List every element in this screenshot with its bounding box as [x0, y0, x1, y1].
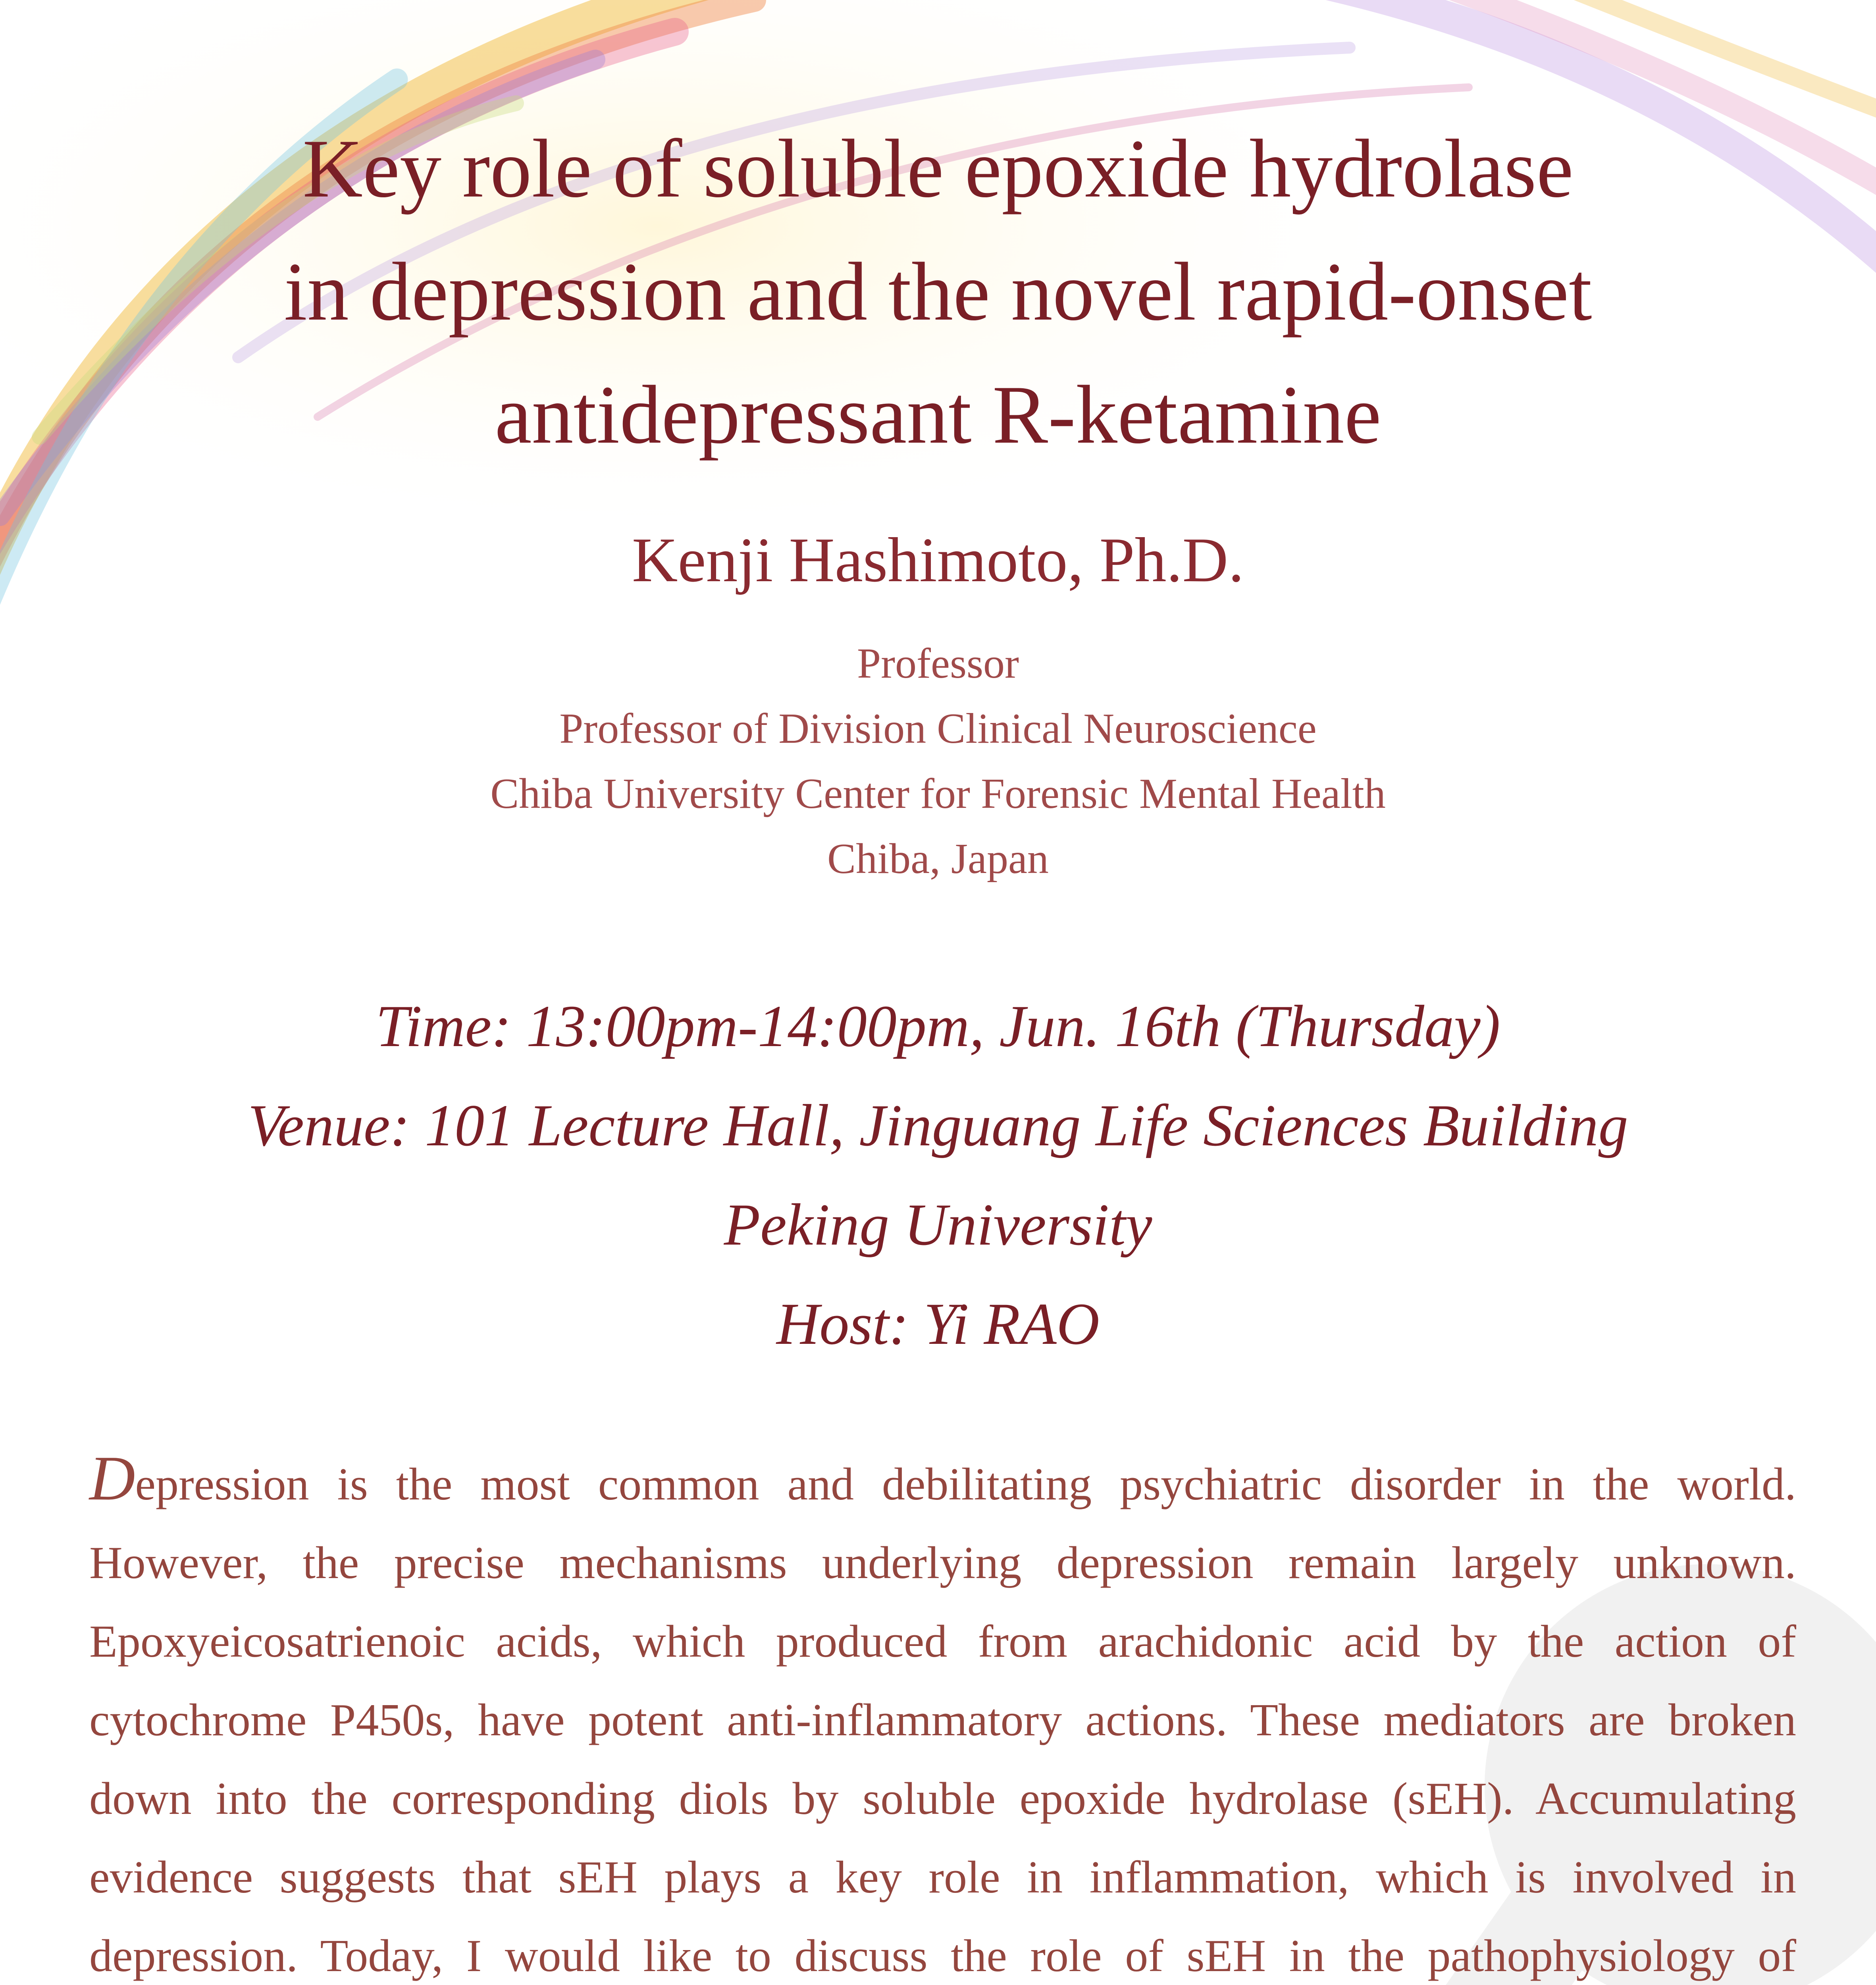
title-line: antidepressant R-ketamine: [495, 369, 1381, 461]
title-line: Key role of soluble epoxide hydrolase: [302, 123, 1574, 215]
abstract: [89, 1445, 1796, 1985]
paragraph-initial: D: [89, 1443, 135, 1513]
poster-title: [0, 107, 1876, 476]
event-info: [0, 977, 1876, 1374]
paragraph-text: epression is the most common and debilitating psychiatric disorder in the world. However, the precise mechanisms underlying depression remain largely unknown. Epoxyeicosatrienoic acids, which produced from arachidonic acid by the action of cytochrome P450s, have potent anti-inflammatory actions. These mediators are broken down into the corresponding diols by soluble epoxide hydrolase (sEH). Accumulating evidence suggests that sEH plays a key role in inflammation, which is involved in depression. Today, I would like to discuss the role of sEH in the pathophysiology of: [89, 1459, 1796, 1981]
event-time: Time: 13:00pm-14:00pm, Jun. 16th (Thursday): [376, 993, 1500, 1059]
affiliation-line: Professor: [857, 640, 1019, 687]
speaker-name: Kenji Hashimoto, Ph.D.: [632, 524, 1244, 595]
abstract-paragraph-1: [89, 1445, 1796, 1985]
affiliation-line: Professor of Division Clinical Neuroscience: [559, 705, 1317, 752]
title-line: in depression and the novel rapid-onset: [284, 246, 1592, 338]
affiliation-line: Chiba, Japan: [827, 835, 1049, 883]
affiliation-line: Chiba University Center for Forensic Mental Health: [490, 770, 1386, 817]
event-venue: Venue: 101 Lecture Hall, Jinguang Life Sciences Building: [248, 1093, 1628, 1158]
speaker-affiliation: [0, 631, 1876, 892]
event-venue-university: Peking University: [724, 1192, 1152, 1258]
event-host: Host: Yi RAO: [776, 1291, 1100, 1357]
